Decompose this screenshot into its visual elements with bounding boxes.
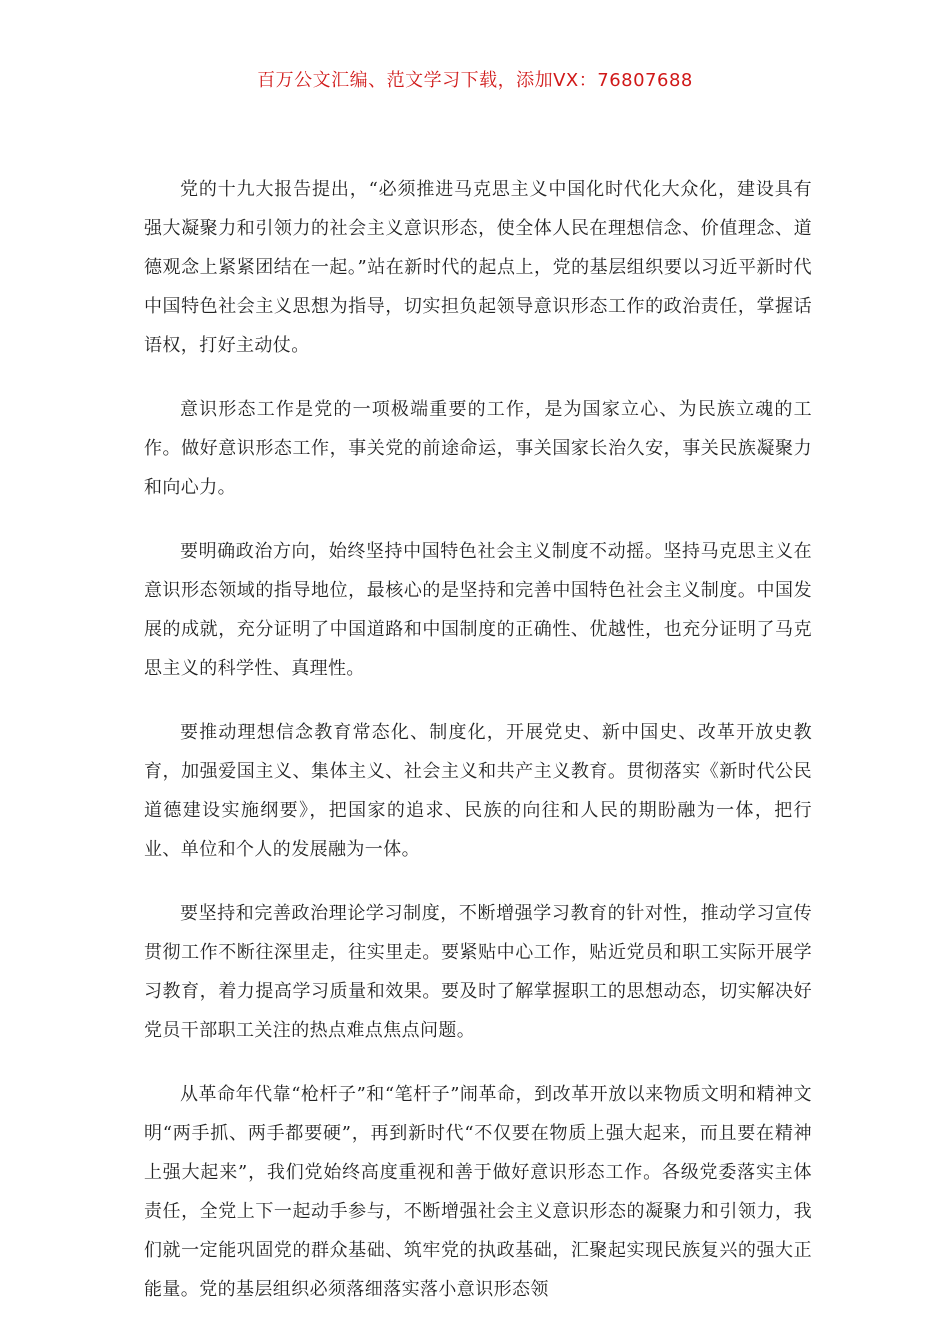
- paragraph-5: 要坚持和完善政治理论学习制度，不断增强学习教育的针对性，推动学习宣传贯彻工作不断往深里走，往实里走。要紧贴中心工作，贴近党员和职工实际开展学习教育，着力提高学习质量和效果。要及时了解掌握职工的思想动态，切实解决好党员干部职工关注的热点难点焦点问题。: [144, 903, 812, 1041]
- paragraph-1: 党的十九大报告提出，“必须推进马克思主义中国化时代化大众化，建设具有强大凝聚力和引领力的社会主义意识形态，使全体人民在理想信念、价值理念、道德观念上紧紧团结在一起。”站在新时代的起点上，党的基层组织要以习近平新时代中国特色社会主义思想为指导，切实担负起领导意识形态工作的政治责任，掌握话语权，打好主动仗。: [144, 179, 812, 356]
- paragraph-4: 要推动理想信念教育常态化、制度化，开展党史、新中国史、改革开放史教育，加强爱国主义、集体主义、社会主义和共产主义教育。贯彻落实《新时代公民道德建设实施纲要》，把国家的追求、民族的向往和人民的期盼融为一体，把行业、单位和个人的发展融为一体。: [144, 722, 812, 860]
- watermark-header: 百万公文汇编、范文学习下载，添加VX：76807688: [257, 70, 693, 91]
- paragraph-2: 意识形态工作是党的一项极端重要的工作，是为国家立心、为民族立魂的工作。做好意识形态工作，事关党的前途命运，事关国家长治久安，事关民族凝聚力和向心力。: [144, 399, 812, 498]
- paragraph-6: 从革命年代靠“枪杆子”和“笔杆子”闹革命，到改革开放以来物质文明和精神文明“两手抓、两手都要硬”，再到新时代“不仅要在物质上强大起来，而且要在精神上强大起来”，我们党始终高度重视和善于做好意识形态工作。各级党委落实主体责任，全党上下一起动手参与，不断增强社会主义意识形态的凝聚力和引领力，我们就一定能巩固党的群众基础、筑牢党的执政基础，汇聚起实现民族复兴的强大正能量。党的基层组织必须落细落实落小意识形态领: [144, 1084, 812, 1300]
- paragraph-3: 要明确政治方向，始终坚持中国特色社会主义制度不动摇。坚持马克思主义在意识形态领域的指导地位，最核心的是坚持和完善中国特色社会主义制度。中国发展的成就，充分证明了中国道路和中国制度的正确性、优越性，也充分证明了马克思主义的科学性、真理性。: [144, 541, 812, 679]
- document-body: [144, 170, 812, 1309]
